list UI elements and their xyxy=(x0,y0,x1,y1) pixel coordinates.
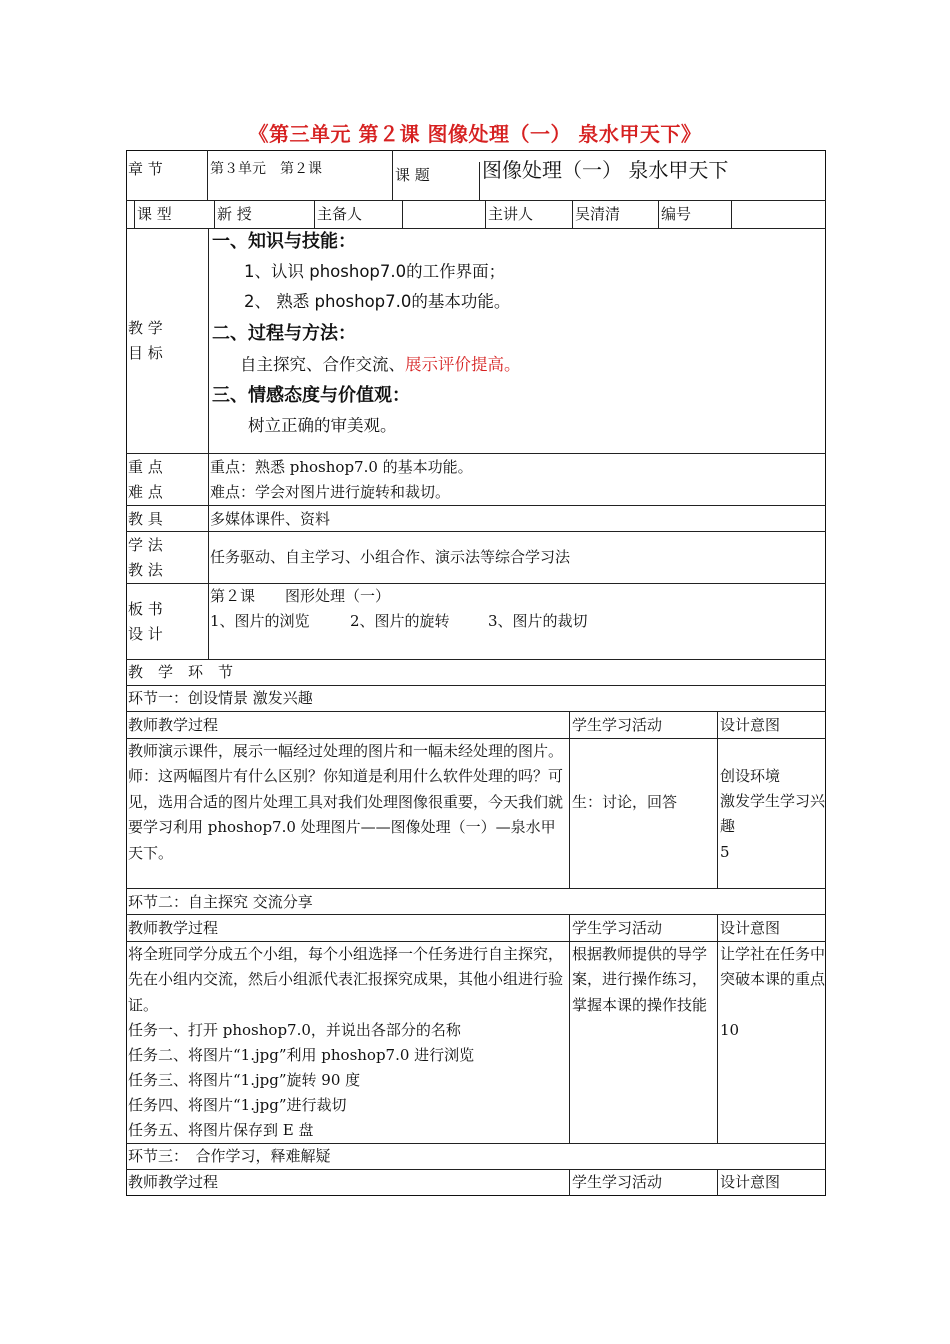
board-line1: 第２课 图形处理（一） xyxy=(210,587,391,605)
col-divider xyxy=(569,711,570,888)
col-divider xyxy=(485,200,486,228)
board-item-1: 1、图片的浏览 xyxy=(210,612,310,630)
objective-heading-knowledge: 一、知识与技能： xyxy=(212,231,356,252)
stage1-design-line2: 激发学生学习兴趣 xyxy=(720,792,826,836)
objective-attitude-item: 树立正确的审美观。 xyxy=(248,416,397,435)
col-divider xyxy=(572,200,573,228)
row-divider xyxy=(126,888,826,889)
methods-label-line1: 学 法 xyxy=(128,536,163,554)
stage2-task: 任务一、打开 phoshop7.0，并说出各部分的名称 xyxy=(128,1021,461,1039)
stage1-col-design: 设计意图 xyxy=(720,716,781,734)
stage2-task: 任务五、将图片保存到 E 盘 xyxy=(128,1121,314,1139)
stage2-col-student: 学生学习活动 xyxy=(572,919,663,937)
chapter-label: 章 节 xyxy=(128,160,163,178)
document-title: 《第三单元 第２课 图像处理（一） 泉水甲天下》 xyxy=(248,122,702,146)
col-divider xyxy=(314,200,315,228)
col-divider xyxy=(717,711,718,888)
type-label: 课 型 xyxy=(137,205,172,223)
methods-value: 任务驱动、自主学习、小组合作、演示法等综合学习法 xyxy=(210,548,571,566)
col-divider xyxy=(569,1169,570,1196)
col-divider xyxy=(134,200,135,228)
objective-item-1: 1、认识 phoshop7.0的工作界面； xyxy=(244,262,506,281)
stage1-design-line1: 创设环境 xyxy=(720,767,781,785)
objective-method-text: 自主探究、合作交流、 xyxy=(240,355,405,374)
lecturer-value: 吴清清 xyxy=(575,205,621,223)
stage1-teacher-text: 教师演示课件，展示一幅经过处理的图片和一幅未经处理的图片。师：这两幅图片有什么区别？你知道是利用什么软件处理的吗？可见，选用合适的图片处理工具对我们处理图像很重要，今天我们就要学习利用 phoshop7.0 处理图片——图像处理（一）—泉水甲天下。 xyxy=(128,742,564,862)
number-label: 编号 xyxy=(661,205,692,223)
stage1-col-student: 学生学习活动 xyxy=(572,716,663,734)
row-divider xyxy=(126,200,826,201)
stage2-minutes: 10 xyxy=(720,1021,740,1039)
objective-method-highlight: 展示评价提高。 xyxy=(405,355,521,374)
col-divider xyxy=(717,1169,718,1196)
col-divider xyxy=(658,200,659,228)
key-label-line1: 重 点 xyxy=(128,458,163,476)
stage3-col-student: 学生学习活动 xyxy=(572,1173,663,1191)
col-divider xyxy=(208,228,209,659)
board-item-2: 2、图片的旋转 xyxy=(350,612,450,630)
stage2-col-design: 设计意图 xyxy=(720,919,781,937)
board-label-line1: 板 书 xyxy=(128,600,163,618)
stage2-task: 任务三、将图片“1.jpg”旋转 90 度 xyxy=(128,1071,361,1089)
objective-heading-attitude: 三、情感态度与价值观： xyxy=(212,385,410,406)
col-divider xyxy=(731,200,732,228)
col-divider xyxy=(717,914,718,1143)
stage2-col-teacher: 教师教学过程 xyxy=(128,919,219,937)
col-divider xyxy=(214,200,215,228)
stage2-teacher-intro: 将全班同学分成五个小组，每个小组选择一个任务进行自主探究，先在小组内交流，然后小组派代表汇报探究成果，其他小组进行验证。 xyxy=(128,945,564,1014)
stage3-title: 环节三： 合作学习，释难解疑 xyxy=(128,1147,331,1165)
objective-method xyxy=(240,349,521,380)
objective-item-2: 2、 熟悉 phoshop7.0的基本功能。 xyxy=(244,292,511,311)
objective-heading-process: 二、过程与方法： xyxy=(212,323,356,344)
board-item-3: 3、图片的裁切 xyxy=(488,612,588,630)
tools-label: 教 具 xyxy=(128,510,163,528)
tools-value: 多媒体课件、资料 xyxy=(210,510,331,528)
stage3-col-teacher: 教师教学过程 xyxy=(128,1173,219,1191)
objectives-label-line1: 教 学 xyxy=(128,319,163,337)
key-label-line2: 难 点 xyxy=(128,483,163,501)
chapter-value: 第３单元 第２课 xyxy=(210,161,322,177)
stage3-col-design: 设计意图 xyxy=(720,1173,781,1191)
lecturer-label: 主讲人 xyxy=(488,205,534,223)
methods-label-line2: 教 法 xyxy=(128,561,163,579)
stage1-student-text: 生：讨论，回答 xyxy=(572,793,678,811)
row-divider xyxy=(126,505,826,506)
col-divider xyxy=(402,200,403,228)
stage2-task: 任务二、将图片“1.jpg”利用 phoshop7.0 进行浏览 xyxy=(128,1046,475,1064)
col-divider xyxy=(479,162,480,200)
objectives-label-line2: 目 标 xyxy=(128,344,163,362)
stage1-minutes: 5 xyxy=(720,843,730,861)
stage2-title: 环节二：自主探究 交流分享 xyxy=(128,893,313,911)
preparer-label: 主备人 xyxy=(317,205,363,223)
topic-value: 图像处理（一） 泉水甲天下 xyxy=(482,158,729,182)
stage2-task: 任务四、将图片“1.jpg”进行裁切 xyxy=(128,1096,347,1114)
type-value: 新 授 xyxy=(217,205,252,223)
row-divider xyxy=(126,711,826,712)
stage1-col-teacher: 教师教学过程 xyxy=(128,716,219,734)
stage1-title: 环节一：创设情景 激发兴趣 xyxy=(128,689,313,707)
topic-label: 课 题 xyxy=(395,166,430,184)
row-divider xyxy=(126,453,826,454)
col-divider xyxy=(569,914,570,1143)
key-focus: 重点：熟悉 phoshop7.0 的基本功能。 xyxy=(210,458,473,476)
stage2-student-text: 根据教师提供的导学案，进行操作练习，掌握本课的操作技能 xyxy=(572,945,708,1014)
col-divider xyxy=(392,150,393,200)
teaching-section-heading: 教 学 环 节 xyxy=(128,663,234,681)
stage2-design-text: 让学社在任务中突破本课的重点 xyxy=(720,945,826,989)
board-label-line2: 设 计 xyxy=(128,625,163,643)
key-difficulty: 难点：学会对图片进行旋转和裁切。 xyxy=(210,483,451,501)
col-divider xyxy=(207,150,208,200)
